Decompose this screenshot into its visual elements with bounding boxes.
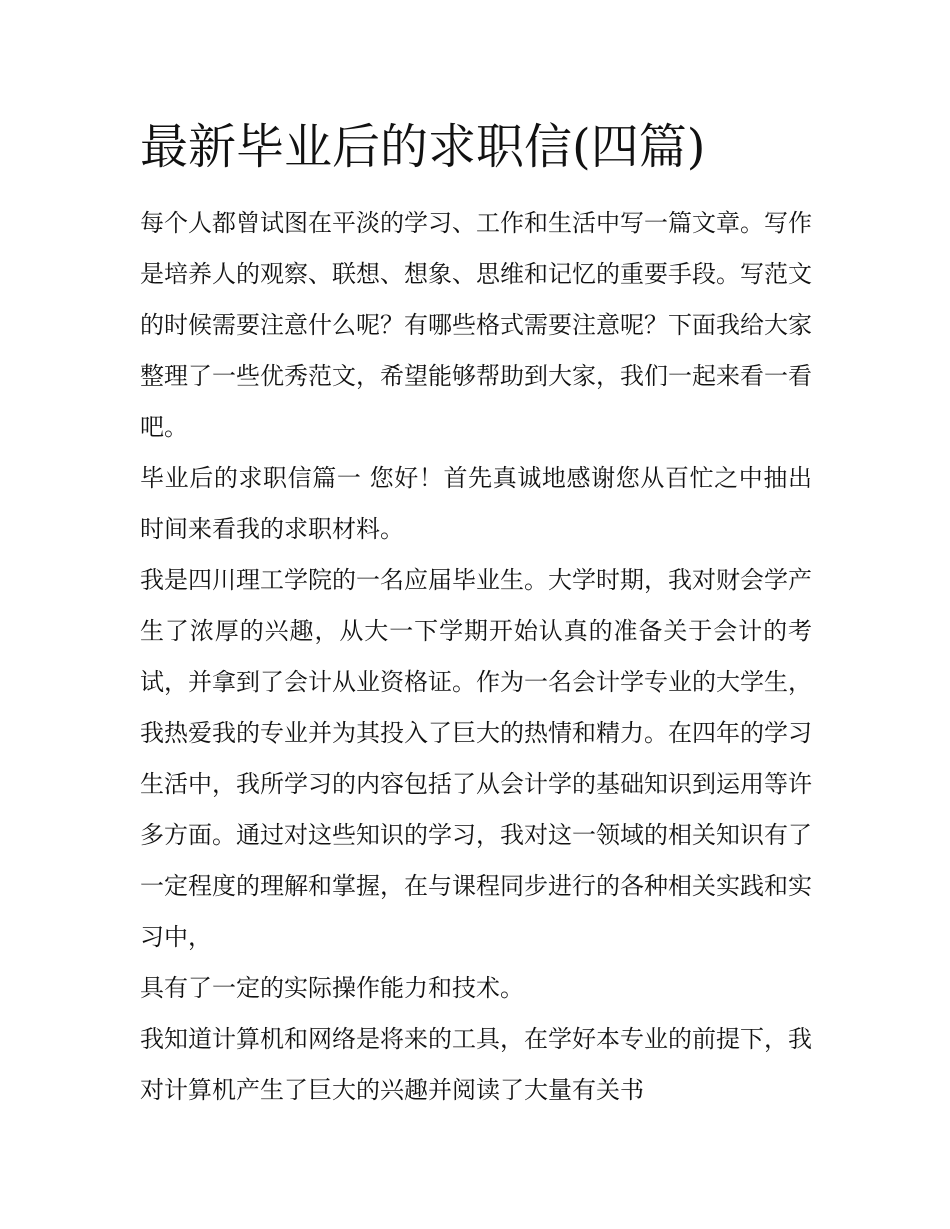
paragraph-greeting: 毕业后的求职信篇一 您好！首先真诚地感谢您从百忙之中抽出时间来看我的求职材料。 <box>140 464 812 543</box>
paragraph-computer: 我知道计算机和网络是将来的工具，在学好本专业的前提下，我对计算机产生了巨大的兴趣并阅读了大量有关书 <box>140 1025 812 1104</box>
document-title: 最新毕业后的求职信(四篇) <box>140 119 706 175</box>
document-body <box>140 198 812 1116</box>
paragraph-education: 我是四川理工学院的一名应届毕业生。大学时期，我对财会学产生了浓厚的兴趣，从大一下学期开始认真的准备关于会计的考试，并拿到了会计从业资格证。作为一名会计学专业的大学生，我热爱我的专业并为其投入了巨大的热情和精力。在四年的学习生活中，我所学习的内容包括了从会计学的基础知识到运用等许多方面。通过对这些知识的学习，我对这一领域的相关知识有了一定程度的理解和掌握，在与课程同步进行的各种相关实践和实习中， <box>140 566 812 951</box>
paragraph-intro: 每个人都曾试图在平淡的学习、工作和生活中写一篇文章。写作是培养人的观察、联想、想象、思维和记忆的重要手段。写范文的时候需要注意什么呢？有哪些格式需要注意呢？下面我给大家整理了一些优秀范文，希望能够帮助到大家，我们一起来看一看吧。 <box>140 209 812 441</box>
paragraph-skills: 具有了一定的实际操作能力和技术。 <box>140 974 524 1002</box>
